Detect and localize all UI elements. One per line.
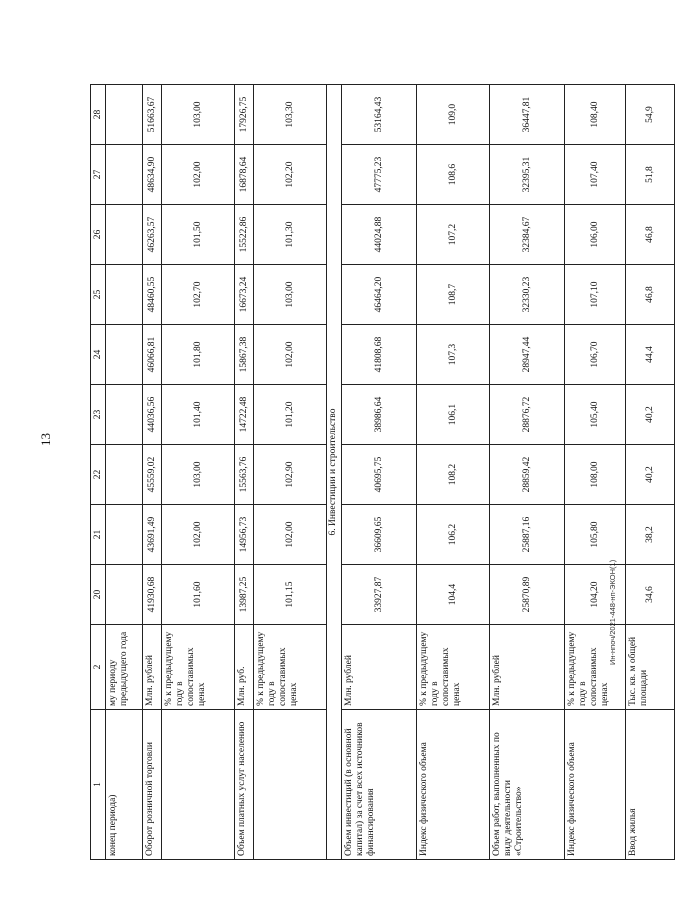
column-header: 21 bbox=[91, 505, 106, 565]
value-cell: 48634,90 bbox=[143, 145, 162, 205]
value-cell: 101,30 bbox=[254, 205, 327, 265]
table-row bbox=[106, 85, 143, 860]
value-cell: 13987,25 bbox=[235, 565, 254, 625]
table-row bbox=[417, 85, 490, 860]
column-header: 25 bbox=[91, 265, 106, 325]
table-row bbox=[254, 85, 327, 860]
value-cell: 14956,73 bbox=[235, 505, 254, 565]
value-cell: 102,00 bbox=[254, 325, 327, 385]
value-cell: 28859,42 bbox=[490, 445, 565, 505]
value-cell bbox=[106, 205, 143, 265]
value-cell: 102,00 bbox=[254, 505, 327, 565]
row-unit: Млн. рублей bbox=[143, 625, 162, 710]
value-cell: 101,60 bbox=[162, 565, 235, 625]
row-indicator-name: конец периода) bbox=[106, 710, 143, 860]
value-cell: 106,00 bbox=[565, 205, 626, 265]
value-cell: 103,30 bbox=[254, 85, 327, 145]
value-cell: 40,2 bbox=[626, 385, 675, 445]
value-cell: 108,6 bbox=[417, 145, 490, 205]
row-unit: % к предыдущему году в сопоставимых ценах bbox=[254, 625, 327, 710]
table-row bbox=[490, 85, 565, 860]
value-cell: 38986,64 bbox=[342, 385, 417, 445]
column-header: 2 bbox=[91, 625, 106, 710]
column-header: 1 bbox=[91, 710, 106, 860]
value-cell: 16878,64 bbox=[235, 145, 254, 205]
value-cell: 104,4 bbox=[417, 565, 490, 625]
value-cell: 51663,67 bbox=[143, 85, 162, 145]
value-cell bbox=[106, 505, 143, 565]
value-cell: 38,2 bbox=[626, 505, 675, 565]
row-unit: Млн. руб. bbox=[235, 625, 254, 710]
value-cell: 102,70 bbox=[162, 265, 235, 325]
value-cell: 46263,57 bbox=[143, 205, 162, 265]
value-cell bbox=[106, 565, 143, 625]
value-cell: 103,00 bbox=[254, 265, 327, 325]
value-cell: 107,2 bbox=[417, 205, 490, 265]
row-unit: % к предыдущему году в сопоставимых ценах bbox=[565, 625, 626, 710]
value-cell: 53164,43 bbox=[342, 85, 417, 145]
value-cell: 106,1 bbox=[417, 385, 490, 445]
value-cell: 45559,02 bbox=[143, 445, 162, 505]
table-row bbox=[143, 85, 162, 860]
value-cell: 101,15 bbox=[254, 565, 327, 625]
value-cell: 41930,68 bbox=[143, 565, 162, 625]
value-cell: 40,2 bbox=[626, 445, 675, 505]
row-indicator-name: Объем платных услуг населению bbox=[235, 710, 254, 860]
section-title: 6. Инвестиции и строительство bbox=[327, 85, 342, 860]
value-cell: 101,50 bbox=[162, 205, 235, 265]
value-cell: 28947,44 bbox=[490, 325, 565, 385]
value-cell: 46066,81 bbox=[143, 325, 162, 385]
value-cell: 104,20 bbox=[565, 565, 626, 625]
value-cell: 102,00 bbox=[162, 145, 235, 205]
value-cell: 102,00 bbox=[162, 505, 235, 565]
value-cell: 108,40 bbox=[565, 85, 626, 145]
row-indicator-name: Объем работ, выполненных по виду деятельности «Строительство» bbox=[490, 710, 565, 860]
value-cell: 36609,65 bbox=[342, 505, 417, 565]
column-header: 27 bbox=[91, 145, 106, 205]
value-cell: 109,0 bbox=[417, 85, 490, 145]
value-cell: 44036,56 bbox=[143, 385, 162, 445]
value-cell: 51,8 bbox=[626, 145, 675, 205]
row-unit: % к предыдущему году в сопоставимых ценах bbox=[417, 625, 490, 710]
value-cell bbox=[106, 385, 143, 445]
value-cell bbox=[106, 85, 143, 145]
table-row bbox=[342, 85, 417, 860]
row-unit: % к предыдущему году в сопоставимых ценах bbox=[162, 625, 235, 710]
value-cell: 106,2 bbox=[417, 505, 490, 565]
column-header: 20 bbox=[91, 565, 106, 625]
value-cell bbox=[106, 445, 143, 505]
column-header: 23 bbox=[91, 385, 106, 445]
table-body bbox=[91, 85, 675, 860]
column-header: 24 bbox=[91, 325, 106, 385]
value-cell: 17926,75 bbox=[235, 85, 254, 145]
value-cell: 15522,86 bbox=[235, 205, 254, 265]
row-unit: Тыс. кв. м общей площади bbox=[626, 625, 675, 710]
column-header: 22 bbox=[91, 445, 106, 505]
value-cell: 107,40 bbox=[565, 145, 626, 205]
section-row bbox=[327, 85, 342, 860]
value-cell: 48460,55 bbox=[143, 265, 162, 325]
value-cell: 107,10 bbox=[565, 265, 626, 325]
page-number: 13 bbox=[38, 433, 53, 446]
value-cell: 108,2 bbox=[417, 445, 490, 505]
value-cell: 16673,24 bbox=[235, 265, 254, 325]
value-cell: 28876,72 bbox=[490, 385, 565, 445]
value-cell: 105,80 bbox=[565, 505, 626, 565]
value-cell: 101,20 bbox=[254, 385, 327, 445]
value-cell: 101,40 bbox=[162, 385, 235, 445]
value-cell: 40695,75 bbox=[342, 445, 417, 505]
row-unit: му периоду предыдущего года bbox=[106, 625, 143, 710]
header-row bbox=[91, 85, 106, 860]
value-cell: 108,00 bbox=[565, 445, 626, 505]
table-row bbox=[626, 85, 675, 860]
value-cell: 32330,23 bbox=[490, 265, 565, 325]
row-unit: Млн. рублей bbox=[342, 625, 417, 710]
value-cell: 25870,89 bbox=[490, 565, 565, 625]
row-unit: Млн. рублей bbox=[490, 625, 565, 710]
value-cell: 102,20 bbox=[254, 145, 327, 205]
value-cell: 41808,68 bbox=[342, 325, 417, 385]
value-cell: 101,80 bbox=[162, 325, 235, 385]
value-cell: 36447,81 bbox=[490, 85, 565, 145]
value-cell: 103,00 bbox=[162, 445, 235, 505]
value-cell: 54,9 bbox=[626, 85, 675, 145]
value-cell: 15867,38 bbox=[235, 325, 254, 385]
row-indicator-name bbox=[162, 710, 235, 860]
value-cell: 33927,87 bbox=[342, 565, 417, 625]
value-cell: 105,40 bbox=[565, 385, 626, 445]
value-cell: 47775,23 bbox=[342, 145, 417, 205]
value-cell: 107,3 bbox=[417, 325, 490, 385]
value-cell: 46,8 bbox=[626, 205, 675, 265]
row-indicator-name bbox=[254, 710, 327, 860]
value-cell: 46464,20 bbox=[342, 265, 417, 325]
statistics-table bbox=[90, 84, 675, 860]
value-cell: 14722,48 bbox=[235, 385, 254, 445]
value-cell: 34,6 bbox=[626, 565, 675, 625]
value-cell bbox=[106, 145, 143, 205]
row-indicator-name: Индекс физического объема bbox=[565, 710, 626, 860]
row-indicator-name: Ввод жилья bbox=[626, 710, 675, 860]
value-cell: 103,00 bbox=[162, 85, 235, 145]
value-cell: 44024,88 bbox=[342, 205, 417, 265]
row-indicator-name: Индекс физического объема bbox=[417, 710, 490, 860]
value-cell: 102,90 bbox=[254, 445, 327, 505]
column-header: 26 bbox=[91, 205, 106, 265]
value-cell: 106,70 bbox=[565, 325, 626, 385]
value-cell: 46,8 bbox=[626, 265, 675, 325]
value-cell: 43691,49 bbox=[143, 505, 162, 565]
value-cell: 25887,16 bbox=[490, 505, 565, 565]
value-cell bbox=[106, 265, 143, 325]
column-header: 28 bbox=[91, 85, 106, 145]
row-indicator-name: Объем инвестиций (в основной капитал) за счет всех источников финансирования bbox=[342, 710, 417, 860]
table-row bbox=[235, 85, 254, 860]
value-cell: 108,7 bbox=[417, 265, 490, 325]
value-cell: 44,4 bbox=[626, 325, 675, 385]
value-cell: 32395,31 bbox=[490, 145, 565, 205]
table-row bbox=[162, 85, 235, 860]
value-cell: 15563,76 bbox=[235, 445, 254, 505]
row-indicator-name: Оборот розничной торговли bbox=[143, 710, 162, 860]
value-cell bbox=[106, 325, 143, 385]
table-row bbox=[565, 85, 626, 860]
value-cell: 32384,67 bbox=[490, 205, 565, 265]
document-stamp: Ин-нпоч/2021-448-нп-ЭКОН(1) bbox=[608, 559, 617, 665]
